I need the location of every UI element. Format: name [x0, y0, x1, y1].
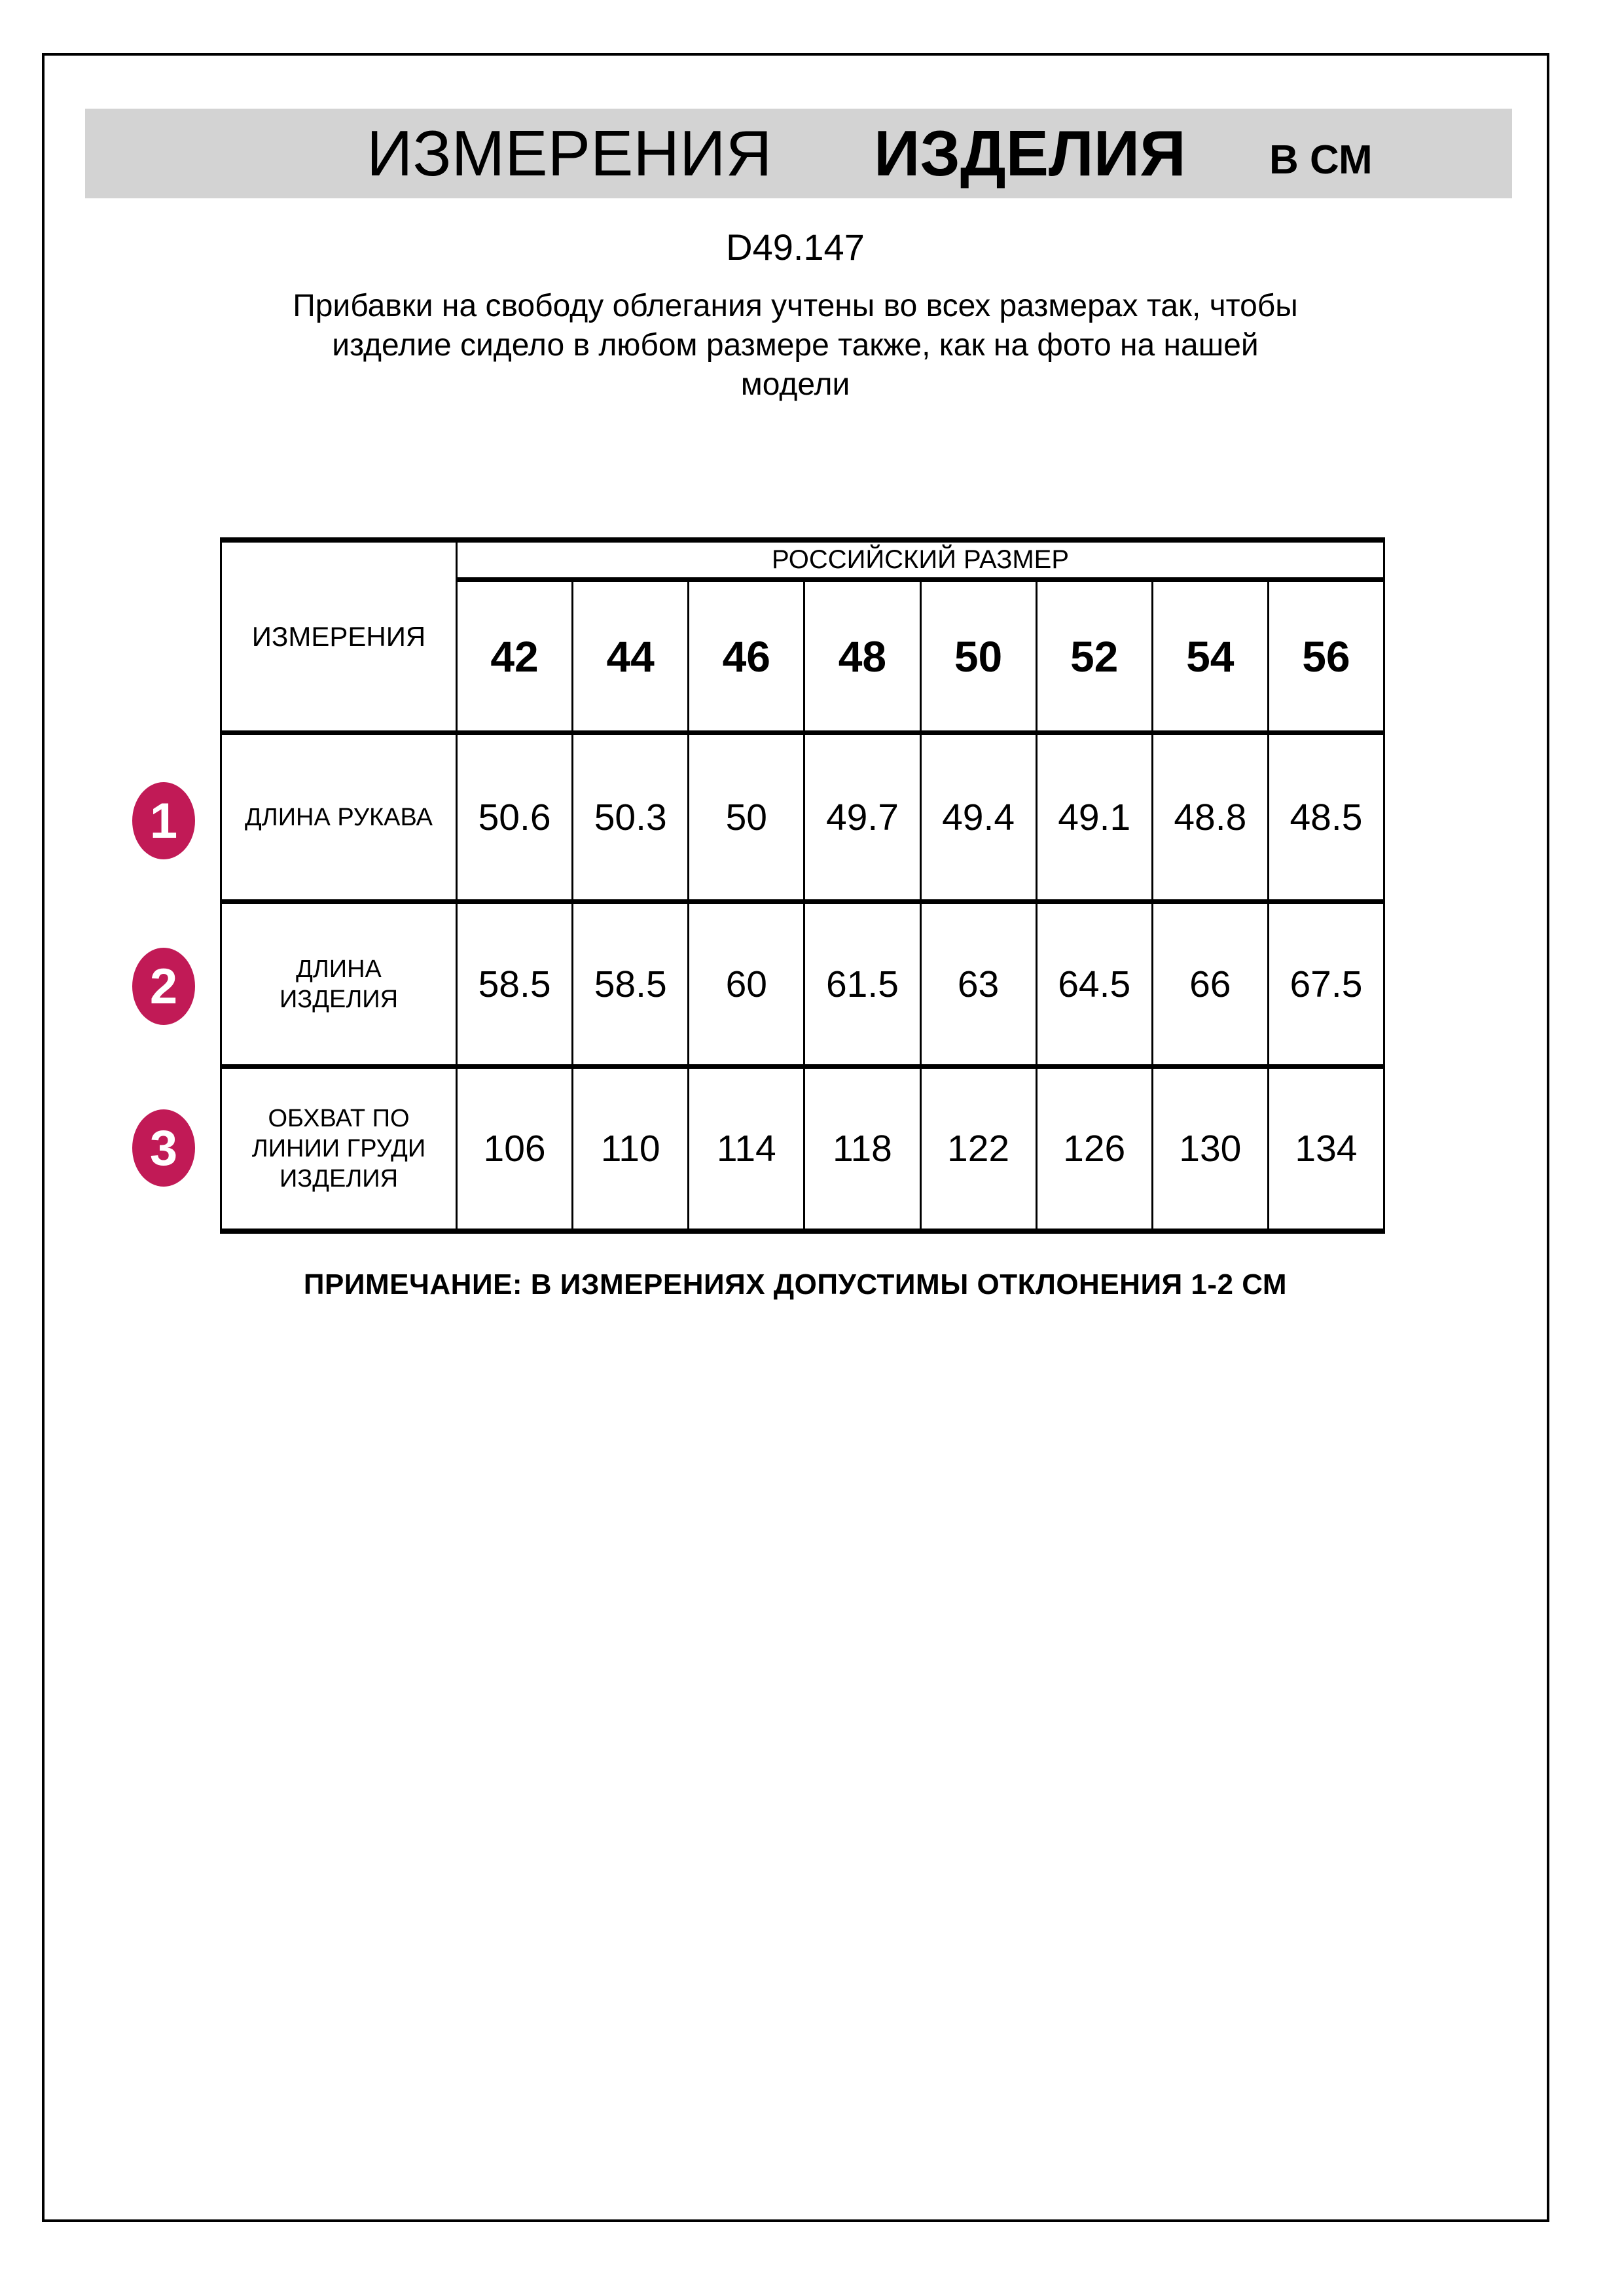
row-label-chest-girth: [222, 1069, 456, 1229]
table-cell: 134: [1267, 1069, 1383, 1229]
row-label-line: ДЛИНА: [296, 955, 382, 983]
table-cell: 49.1: [1036, 735, 1151, 904]
description-line-2: изделие сидело в любом размере также, как на фото на нашей: [332, 328, 1259, 363]
size-col-44: 44: [571, 582, 687, 735]
description-line-3: модели: [740, 367, 850, 402]
title-bar: [85, 109, 1512, 198]
table-cell: 118: [803, 1069, 919, 1229]
size-col-56: 56: [1267, 582, 1383, 735]
title-unit-cm: В СМ: [1269, 137, 1373, 183]
description: [46, 287, 1545, 404]
title-word-product: ИЗДЕЛИЯ: [874, 117, 1186, 189]
table-cell: 50.3: [571, 735, 687, 904]
row-number-badge-1: 1: [132, 782, 195, 859]
table-cell: 67.5: [1267, 904, 1383, 1069]
row-label-line: ДЛИНА РУКАВА: [245, 803, 433, 831]
table-cell: 50.6: [456, 735, 571, 904]
size-col-46: 46: [687, 582, 803, 735]
table-cell: 48.8: [1151, 735, 1267, 904]
table-header-measurements: ИЗМЕРЕНИЯ: [222, 543, 456, 735]
row-label-product-length: [222, 904, 456, 1069]
table-cell: 130: [1151, 1069, 1267, 1229]
table-header-russian-size: РОССИЙСКИЙ РАЗМЕР: [456, 543, 1383, 582]
table-cell: 106: [456, 1069, 571, 1229]
size-col-50: 50: [920, 582, 1036, 735]
table-cell: 50: [687, 735, 803, 904]
table-cell: 64.5: [1036, 904, 1151, 1069]
table-cell: 63: [920, 904, 1036, 1069]
table-cell: 60: [687, 904, 803, 1069]
table-cell: 110: [571, 1069, 687, 1229]
table-cell: 49.4: [920, 735, 1036, 904]
table-cell: 58.5: [571, 904, 687, 1069]
table-cell: 58.5: [456, 904, 571, 1069]
table-cell: 61.5: [803, 904, 919, 1069]
title-word-measurements: ИЗМЕРЕНИЯ: [367, 117, 772, 189]
row-number-badge-3: 3: [132, 1109, 195, 1187]
table-cell: 49.7: [803, 735, 919, 904]
product-code: D49.147: [726, 226, 865, 268]
table-cell: 114: [687, 1069, 803, 1229]
size-col-54: 54: [1151, 582, 1267, 735]
row-label-line: ИЗДЕЛИЯ: [279, 1165, 399, 1193]
table-cell: 122: [920, 1069, 1036, 1229]
table-cell: 48.5: [1267, 735, 1383, 904]
size-col-52: 52: [1036, 582, 1151, 735]
row-label-line: ЛИНИИ ГРУДИ: [251, 1135, 426, 1162]
note-text: ПРИМЕЧАНИЕ: В ИЗМЕРЕНИЯХ ДОПУСТИМЫ ОТКЛОНЕНИЯ 1-2 СМ: [303, 1268, 1288, 1300]
description-line-1: Прибавки на свободу облегания учтены во всех размерах так, чтобы: [293, 289, 1298, 323]
size-table: [220, 537, 1385, 1234]
size-col-48: 48: [803, 582, 919, 735]
table-cell: 126: [1036, 1069, 1151, 1229]
row-label-sleeve-length: [222, 735, 456, 904]
table-cell: 66: [1151, 904, 1267, 1069]
row-label-line: ИЗДЕЛИЯ: [279, 985, 399, 1013]
size-col-42: 42: [456, 582, 571, 735]
row-label-line: ОБХВАТ ПО: [268, 1105, 410, 1132]
row-number-badge-2: 2: [132, 948, 195, 1025]
